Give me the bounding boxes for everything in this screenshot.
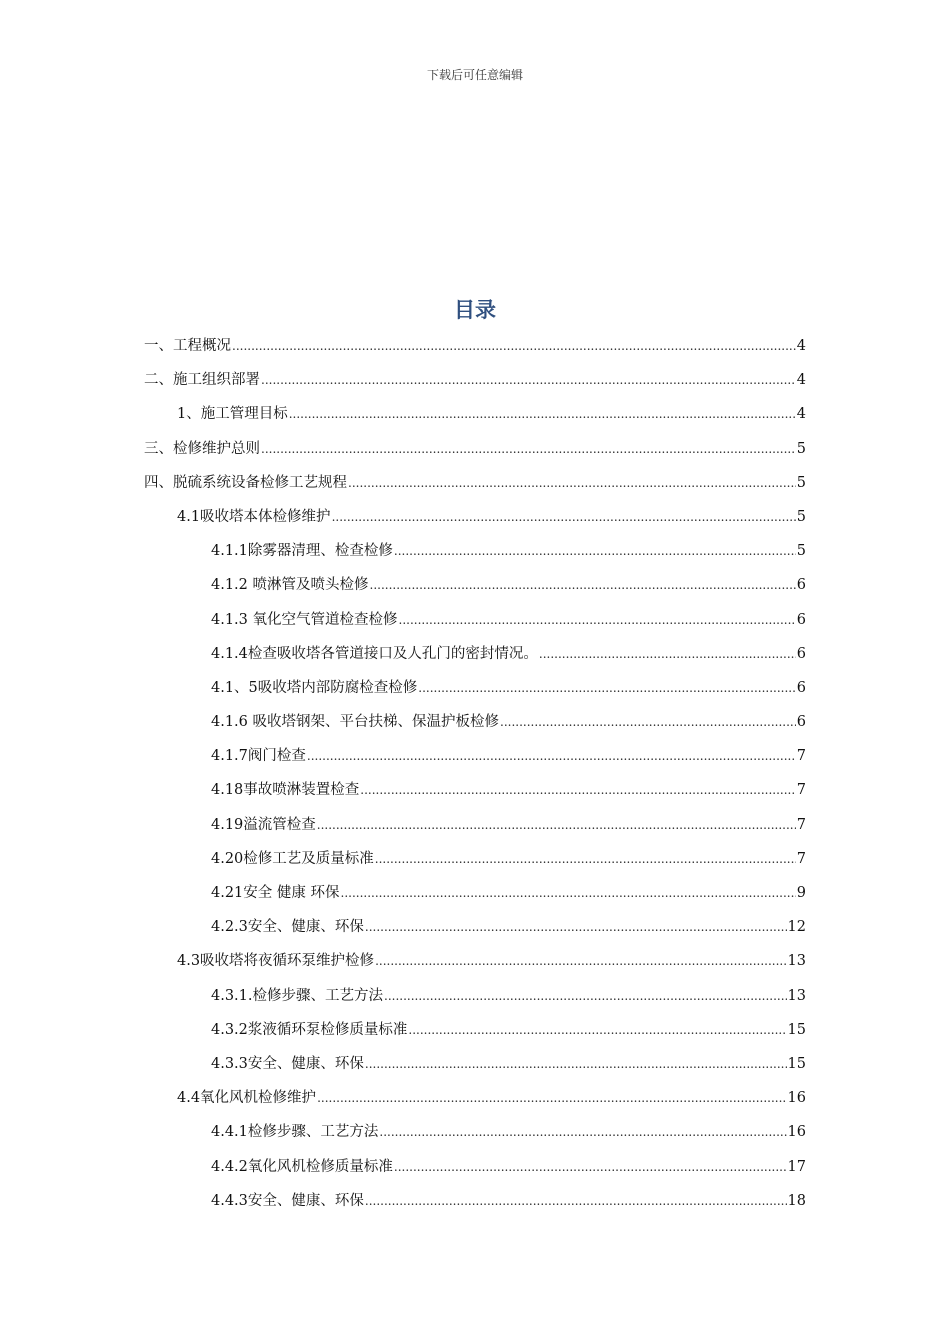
toc-entry[interactable] (144, 1184, 806, 1218)
toc-page-number: 5 (796, 474, 806, 491)
toc-entry-text: 4.3吸收塔将夜循环泵维护检修 (177, 953, 375, 970)
toc-page-number: 6 (796, 714, 806, 731)
toc-entry[interactable] (144, 808, 806, 842)
toc-page-number: 6 (796, 645, 806, 662)
toc-entry[interactable] (144, 534, 806, 568)
toc-entry-text: 4.1.3 氧化空气管道检查检修 (211, 611, 398, 628)
toc-entry-text: 4.1.6 吸收塔钢架、平台扶梯、保温护板检修 (211, 714, 500, 731)
toc-entry-text: 4.3.2浆液循环泵检修质量标准 (211, 1021, 408, 1038)
toc-dot-leader (408, 1013, 786, 1047)
toc-dot-leader (317, 808, 796, 842)
toc-dot-leader (332, 500, 796, 534)
toc-entry-text: 4.4.1检修步骤、工艺方法 (211, 1124, 379, 1141)
toc-dot-leader (341, 876, 796, 910)
toc-page-number: 4 (796, 372, 806, 389)
toc-entry-text: 一、工程概况 (144, 338, 231, 354)
toc-dot-leader (232, 329, 796, 363)
toc-page-number: 15 (787, 1055, 806, 1072)
toc-page-number: 9 (796, 885, 806, 901)
toc-entry-text: 二、施工组织部署 (144, 372, 260, 389)
toc-entry[interactable] (144, 603, 806, 637)
toc-entry-text: 4.1.4检查吸收塔各管道接口及人孔门的密封情况。 (211, 645, 538, 662)
toc-page-number: 4 (796, 338, 806, 354)
toc-page-number: 7 (796, 816, 806, 833)
toc-entry[interactable] (144, 842, 806, 876)
toc-page-number: 7 (796, 782, 806, 799)
toc-entry-text: 4.1、5吸收塔内部防腐检查检修 (211, 679, 418, 696)
toc-entry[interactable] (144, 739, 806, 773)
toc-page-number: 16 (787, 1124, 806, 1141)
toc-entry[interactable] (144, 1047, 806, 1081)
toc-entry-text: 4.1吸收塔本体检修维护 (177, 508, 331, 525)
toc-entry[interactable] (144, 944, 806, 978)
toc-dot-leader (365, 1184, 787, 1218)
toc-page-number: 6 (796, 577, 806, 594)
toc-dot-leader (375, 944, 786, 978)
toc-entry-text: 4.4.2氧化风机检修质量标准 (211, 1158, 393, 1175)
toc-dot-leader (365, 910, 787, 944)
toc-dot-leader (418, 671, 795, 705)
toc-dot-leader (375, 842, 796, 876)
toc-dot-leader (348, 466, 796, 500)
toc-page-number: 5 (796, 508, 806, 525)
toc-entry[interactable] (144, 671, 806, 705)
toc-entry[interactable] (144, 466, 806, 500)
toc-page-number: 15 (787, 1021, 806, 1038)
toc-page-number: 7 (796, 850, 806, 867)
toc-entry[interactable] (144, 363, 806, 397)
toc-page-number: 4 (796, 406, 806, 423)
toc-page-number: 5 (796, 543, 806, 560)
toc-dot-leader (317, 1081, 786, 1115)
toc-entry[interactable] (144, 1013, 806, 1047)
toc-entry[interactable] (144, 637, 806, 671)
toc-entry-text: 4.2.3安全、健康、环保 (211, 919, 364, 936)
toc-page-number: 5 (796, 440, 806, 457)
toc-dot-leader (384, 979, 787, 1013)
toc-entry-text: 4.3.1.检修步骤、工艺方法 (211, 987, 384, 1004)
toc-entry-text: 4.21安全 健康 环保 (211, 885, 340, 901)
toc-entry[interactable] (144, 329, 806, 363)
toc-page-number: 13 (787, 953, 806, 970)
toc-entry[interactable] (144, 397, 806, 431)
toc-page-number: 12 (787, 919, 806, 936)
toc-entry[interactable] (144, 500, 806, 534)
toc-page-number: 13 (787, 987, 806, 1004)
toc-dot-leader (379, 1115, 786, 1149)
toc-dot-leader (394, 534, 796, 568)
toc-entry-text: 4.20检修工艺及质量标准 (211, 850, 374, 867)
toc-entry[interactable] (144, 568, 806, 602)
toc-entry[interactable] (144, 1150, 806, 1184)
toc-entry-text: 4.4.3安全、健康、环保 (211, 1192, 364, 1209)
toc-dot-leader (500, 705, 796, 739)
toc-entry-text: 四、脱硫系统设备检修工艺规程 (144, 474, 347, 491)
toc-entry-text: 4.1.1除雾器清理、检查检修 (211, 543, 393, 560)
toc-entry-text: 4.18事故喷淋装置检查 (211, 782, 360, 799)
toc-dot-leader (394, 1150, 787, 1184)
toc-entry-text: 4.1.7阀门检查 (211, 748, 306, 765)
toc-entry[interactable] (144, 432, 806, 466)
toc-page-number: 6 (796, 611, 806, 628)
toc-title: 目录 (454, 297, 496, 322)
toc-entry-text: 三、检修维护总则 (144, 440, 260, 457)
toc-page-number: 7 (796, 748, 806, 765)
toc-dot-leader (289, 397, 796, 431)
toc-dot-leader (307, 739, 796, 773)
toc-dot-leader (261, 363, 796, 397)
toc-entry[interactable] (144, 1115, 806, 1149)
toc-page-number: 16 (787, 1090, 806, 1107)
toc-entry-text: 4.19溢流管检查 (211, 816, 316, 833)
table-of-contents (144, 329, 806, 1218)
toc-page-number: 17 (787, 1158, 806, 1175)
toc-entry[interactable] (144, 1081, 806, 1115)
toc-entry[interactable] (144, 773, 806, 807)
toc-page-number: 18 (787, 1192, 806, 1209)
toc-dot-leader (539, 637, 796, 671)
toc-entry[interactable] (144, 910, 806, 944)
toc-entry[interactable] (144, 705, 806, 739)
toc-entry[interactable] (144, 979, 806, 1013)
toc-dot-leader (365, 1047, 787, 1081)
toc-entry-text: 4.1.2 喷淋管及喷头检修 (211, 577, 369, 594)
toc-entry-text: 4.4氧化风机检修维护 (177, 1090, 317, 1107)
toc-page-number: 6 (796, 679, 806, 696)
toc-dot-leader (399, 603, 796, 637)
toc-dot-leader (261, 432, 796, 466)
toc-entry-text: 1、施工管理目标 (177, 406, 288, 423)
toc-entry-text: 4.3.3安全、健康、环保 (211, 1055, 364, 1072)
toc-entry[interactable] (144, 876, 806, 910)
toc-dot-leader (370, 568, 796, 602)
toc-dot-leader (360, 773, 795, 807)
page-header: 下载后可任意编辑 (426, 68, 523, 82)
